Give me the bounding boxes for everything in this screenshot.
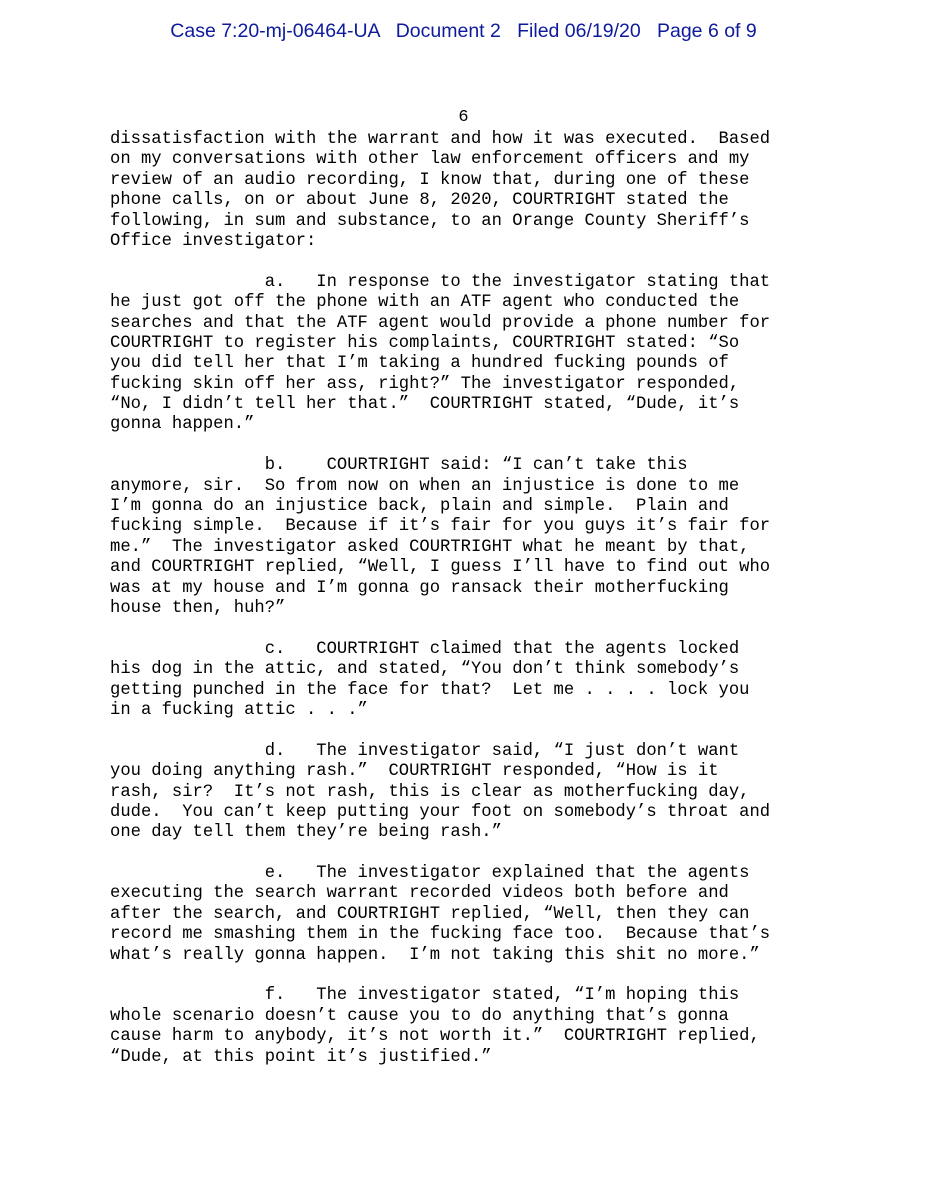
- text-line: getting punched in the face for that? Let me . . . . lock you: [110, 680, 750, 700]
- page-number: 6: [458, 108, 469, 127]
- case-number: Case 7:20-mj-06464-UA: [170, 20, 380, 42]
- case-header: [0, 19, 927, 43]
- paragraph: [110, 130, 830, 252]
- text-line: me.” The investigator asked COURTRIGHT what he meant by that,: [110, 537, 750, 557]
- paragraph: [110, 640, 830, 722]
- page-indicator: Page 6 of 9: [656, 20, 757, 42]
- text-line: “No, I didn’t tell her that.” COURTRIGHT stated, “Dude, it’s: [110, 395, 740, 415]
- text-line: was at my house and I’m gonna go ransack their motherfucking: [110, 578, 729, 598]
- text-line: executing the search warrant recorded videos both before and: [110, 884, 729, 904]
- paragraph: [110, 864, 830, 966]
- text-line: searches and that the ATF agent would provide a phone number for: [110, 313, 771, 333]
- text-line: house then, huh?”: [110, 598, 286, 618]
- text-line: one day tell them they’re being rash.”: [110, 823, 502, 843]
- text-line: b. COURTRIGHT said: “I can’t take this: [110, 456, 688, 476]
- text-line: c. COURTRIGHT claimed that the agents locked: [110, 639, 740, 659]
- text-line: rash, sir? It’s not rash, this is clear as motherfucking day,: [110, 782, 750, 802]
- text-line: dude. You can’t keep putting your foot on somebody’s throat and: [110, 802, 771, 822]
- text-line: he just got off the phone with an ATF agent who conducted the: [110, 293, 740, 313]
- text-line: after the search, and COURTRIGHT replied, “Well, then they can: [110, 904, 750, 924]
- text-line: cause harm to anybody, it’s not worth it.” COURTRIGHT replied,: [110, 1027, 760, 1047]
- text-line: anymore, sir. So from now on when an injustice is done to me: [110, 476, 740, 496]
- text-line: what’s really gonna happen. I’m not taking this shit no more.”: [110, 945, 760, 965]
- document-body: [110, 130, 830, 1088]
- document-number: Document 2: [395, 20, 501, 42]
- text-line: on my conversations with other law enforcement officers and my: [110, 150, 750, 170]
- text-line: fucking simple. Because if it’s fair for you guys it’s fair for: [110, 517, 771, 537]
- text-line: whole scenario doesn’t cause you to do anything that’s gonna: [110, 1006, 729, 1026]
- text-line: fucking skin off her ass, right?” The investigator responded,: [110, 374, 740, 394]
- text-line: phone calls, on or about June 8, 2020, COURTRIGHT stated the: [110, 191, 729, 211]
- text-line: record me smashing them in the fucking face too. Because that’s: [110, 925, 771, 945]
- text-line: dissatisfaction with the warrant and how it was executed. Based: [110, 130, 771, 149]
- text-line: Office investigator:: [110, 231, 317, 251]
- paragraph: [110, 986, 830, 1068]
- text-line: in a fucking attic . . .”: [110, 700, 368, 720]
- text-line: a. In response to the investigator stating that: [110, 272, 771, 292]
- text-line: you doing anything rash.” COURTRIGHT responded, “How is it: [110, 762, 719, 782]
- text-line: COURTRIGHT to register his complaints, COURTRIGHT stated: “So: [110, 333, 740, 353]
- text-line: I’m gonna do an injustice back, plain and simple. Plain and: [110, 497, 729, 517]
- text-line: and COURTRIGHT replied, “Well, I guess I’ll have to find out who: [110, 558, 771, 578]
- text-line: review of an audio recording, I know that, during one of these: [110, 170, 750, 190]
- paragraph: [110, 456, 830, 619]
- text-line: following, in sum and substance, to an Orange County Sheriff’s: [110, 211, 750, 231]
- text-line: gonna happen.”: [110, 415, 255, 435]
- paragraph: [110, 742, 830, 844]
- filed-date: Filed 06/19/20: [517, 20, 641, 42]
- text-line: f. The investigator stated, “I’m hoping this: [110, 986, 740, 1006]
- text-line: you did tell her that I’m taking a hundred fucking pounds of: [110, 354, 729, 374]
- paragraph: [110, 273, 830, 436]
- text-line: d. The investigator said, “I just don’t want: [110, 741, 740, 761]
- text-line: e. The investigator explained that the agents: [110, 864, 750, 884]
- text-line: his dog in the attic, and stated, “You don’t think somebody’s: [110, 660, 740, 680]
- text-line: “Dude, at this point it’s justified.”: [110, 1047, 492, 1067]
